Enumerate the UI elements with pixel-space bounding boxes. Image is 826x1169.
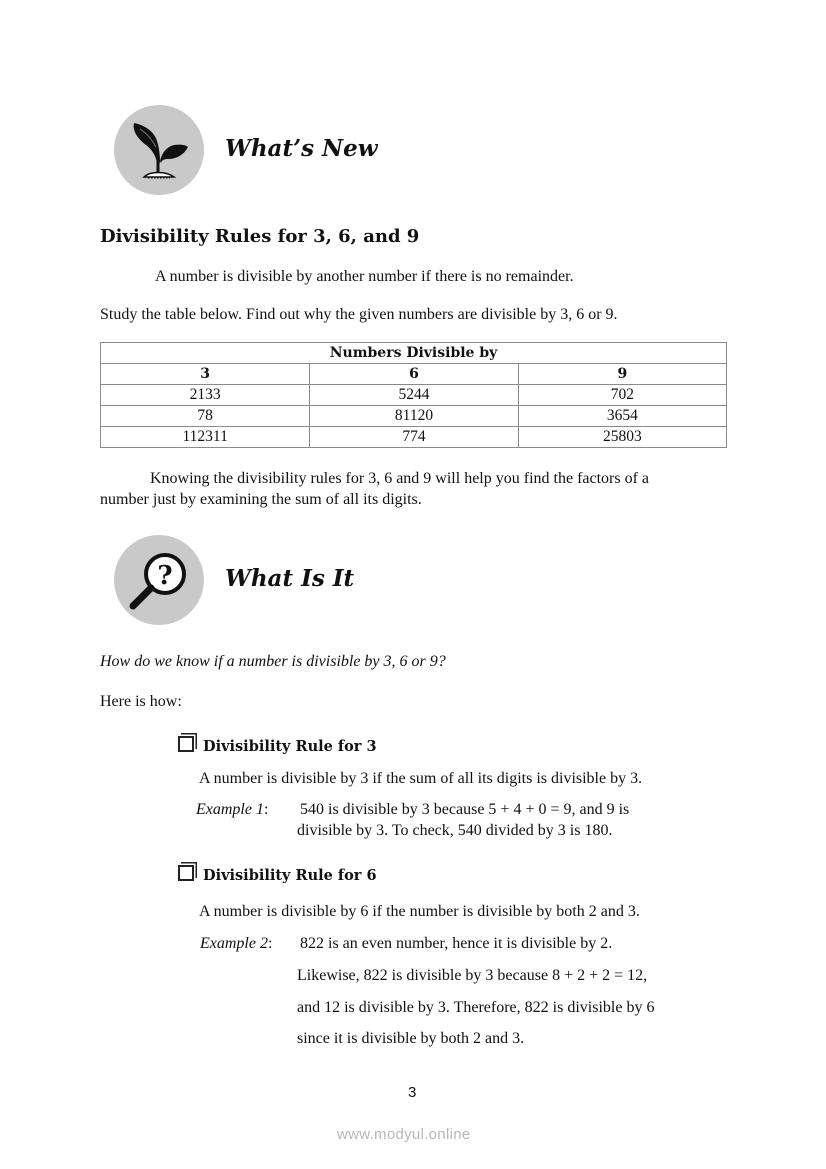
lesson-heading: Divisibility Rules for 3, 6, and 9 — [100, 226, 420, 247]
table-cell: 78 — [101, 406, 310, 427]
instruction-text: Study the table below. Find out why the given numbers are divisible by 3, 6 or 9. — [100, 306, 618, 323]
rule-6-heading — [178, 865, 377, 884]
table-cell: 5244 — [310, 385, 518, 406]
table-row — [101, 385, 727, 406]
table-caption-row — [101, 343, 727, 364]
table-cell: 2133 — [101, 385, 310, 406]
table-cell: 81120 — [310, 406, 518, 427]
column-header: 9 — [518, 364, 726, 385]
svg-text:?: ? — [157, 561, 173, 591]
rule-3-title: Divisibility Rule for 3 — [203, 738, 377, 755]
rule-3-heading — [178, 736, 377, 755]
example-2-line: Likewise, 822 is divisible by 3 because 8 + 2 + 2 = 12, — [297, 967, 648, 984]
magnifier-question-icon — [114, 535, 204, 625]
watermark: www.modyul.online — [337, 1126, 471, 1143]
checkbox-icon — [178, 736, 194, 752]
knowing-text-line2: number just by examining the sum of all its digits. — [100, 491, 422, 508]
example-1-line: divisible by 3. To check, 540 divided by 3 is 180. — [297, 822, 613, 839]
example-2-line: and 12 is divisible by 3. Therefore, 822 is divisible by 6 — [297, 999, 655, 1016]
page-number: 3 — [408, 1084, 417, 1101]
column-header: 3 — [101, 364, 310, 385]
example-1-line: 540 is divisible by 3 because 5 + 4 + 0 = 9, and 9 is — [300, 801, 630, 818]
table-cell: 112311 — [101, 427, 310, 448]
example-1-label: Example 1: — [196, 801, 269, 818]
divisibility-table — [100, 342, 727, 448]
intro-text: A number is divisible by another number if there is no remainder. — [155, 268, 574, 285]
table-row — [101, 406, 727, 427]
knowing-text-line1: Knowing the divisibility rules for 3, 6 and 9 will help you find the factors of a — [150, 470, 650, 487]
guiding-question: How do we know if a number is divisible by 3, 6 or 9? — [100, 653, 446, 670]
table-cell: 774 — [310, 427, 518, 448]
table-caption: Numbers Divisible by — [101, 343, 727, 364]
checkbox-icon — [178, 865, 194, 881]
rule-6-title: Divisibility Rule for 6 — [203, 867, 377, 884]
table-cell: 3654 — [518, 406, 726, 427]
here-is-how: Here is how: — [100, 693, 182, 710]
column-header: 6 — [310, 364, 518, 385]
plant-sprout-icon — [114, 105, 204, 195]
table-header-row — [101, 364, 727, 385]
example-2-label: Example 2: — [200, 935, 273, 952]
example-2-line: 822 is an even number, hence it is divisible by 2. — [300, 935, 613, 952]
table-cell: 25803 — [518, 427, 726, 448]
section-title-what-is-it: What Is It — [225, 565, 355, 592]
rule-3-statement: A number is divisible by 3 if the sum of all its digits is divisible by 3. — [199, 770, 643, 787]
example-2-line: since it is divisible by both 2 and 3. — [297, 1030, 525, 1047]
rule-6-statement: A number is divisible by 6 if the number is divisible by both 2 and 3. — [199, 903, 640, 920]
table-cell: 702 — [518, 385, 726, 406]
section-title-whats-new: What’s New — [225, 135, 378, 162]
table-row — [101, 427, 727, 448]
